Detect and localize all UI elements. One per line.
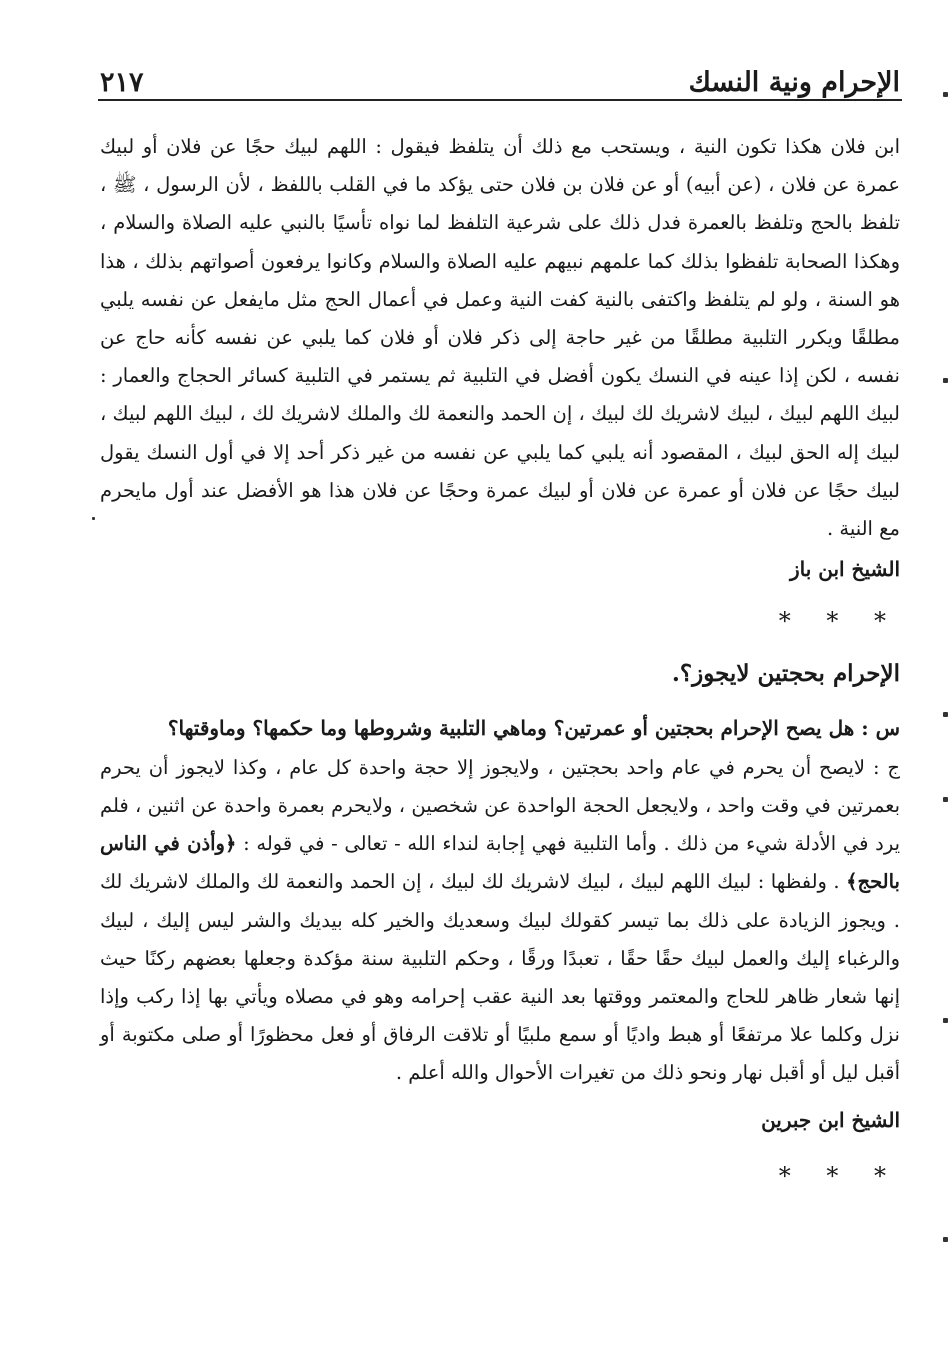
- scan-mark: [943, 1018, 948, 1023]
- quran-verse: ﴿وأذن في الناس بالحج﴾: [100, 832, 900, 894]
- answer-paragraph-ibn-baz: ابن فلان هكذا تكون النية ، ويستحب مع ذلك أن يتلفظ فيقول : اللهم لبيك حجًا عن فلان أو لبيك عمرة عن فلان ، (عن أبيه) أو عن فلان بن فلان حتى يؤكد ما في القلب باللفظ ، لأن الرسول ، ﷺ ، تلفظ بالحج وتلفظ بالعمرة فدل ذلك على شرعية التلفظ لما نواه تأسيًا بالنبي عليه الصلاة والسلام ، وهكذا الصحابة تلفظوا بذلك كما علمهم نبيهم عليه الصلاة والسلام وكانوا يرفعون أصواتهم بذلك ، هذا هو السنة ، ولو لم يتلفظ واكتفى بالنية كفت النية وعمل في أعمال الحج مثل مايفعل عن نفسه يلبي مطلقًا ويكرر التلبية مطلقًا من غير حاجة إلى ذكر فلان أو فلان كما يلبي عن نفسه كأنه حاج عن نفسه ، لكن إذا عينه في النسك يكون أفضل في التلبية ثم يستمر في التلبية كسائر الحجاج والعمار : لبيك اللهم لبيك ، لبيك لاشريك لك لبيك ، إن الحمد والنعمة لك والملك لاشريك لك ، لبيك اللهم لبيك ، لبيك إله الحق لبيك ، المقصود أنه يلبي كما يلبي عن نفسه من غير ذكر أحد إلا في أول النسك يقول لبيك حجًا عن فلان أو عمرة عن فلان أو لبيك عمرة وحجًا عن فلان هذا هو الأفضل عند أول مايحرم مع النية .: [100, 135, 900, 541]
- signature-ibn-jibreen: الشيخ ابن جبرين: [761, 1107, 900, 1132]
- section-separator-end: * * *: [778, 1161, 900, 1190]
- scan-mark: [92, 517, 95, 520]
- page-number: ٢١٧: [100, 67, 144, 98]
- answer-text-part2: . ولفظها : لبيك اللهم لبيك ، لبيك لاشريك لك لبيك ، إن الحمد والنعمة لك والملك لاشريك لك . ويجوز الزيادة على ذلك بما تيسر كقولك لبيك وسعديك والخير كله بيديك والشر ليس إليك ، لبيك والرغباء إليك والعمل لبيك حقًا حقًا ، تعبدًا ورقًا ، وحكم التلبية سنة مؤكدة وجعلها بعضهم ركنًا حيث إنها شعار ظاهر للحاج والمعتمر ووقتها بعد النية عقب إحرامه وهو في مصلاه ويأتي بها إذا ركب وإذا نزل وكلما علا مرتفعًا أو هبط واديًا أو سمع ملبيًا أو تلاقت الرفاق أو فعل محظورًا أو صلى مكتوبة أو أقبل ليل أو أقبل نهار ونحو ذلك من تغيرات الأحوال والله أعلم .: [100, 870, 900, 1085]
- scan-mark: [943, 797, 948, 802]
- running-title: الإحرام ونية النسك: [688, 67, 900, 98]
- answer-paragraph-ibn-jibreen: [100, 749, 900, 1093]
- question-paragraph: س : هل يصح الإحرام بحجتين أو عمرتين؟ وماهي التلبية وشروطها وما حكمها؟ وماوقتها؟: [167, 715, 900, 740]
- signature-ibn-baz: الشيخ ابن باز: [789, 557, 900, 582]
- section-separator: * * *: [778, 607, 900, 636]
- scan-mark: [943, 712, 948, 717]
- page-header: [100, 52, 900, 98]
- section-heading: الإحرام بحجتين لايجوز؟.: [671, 659, 900, 687]
- scan-mark: [943, 378, 948, 383]
- page-body: [100, 128, 900, 1195]
- header-rule: [98, 99, 902, 101]
- scan-mark: [943, 92, 948, 97]
- answer-text-part1: ج : لايصح أن يحرم في عام واحد بحجتين ، ولايجوز إلا حجة واحدة كل عام ، وكذا لايجوز أن يحرم بعمرتين في وقت واحد ، ولايجعل الحجة الواحدة عن شخصين ، ولايحرم بعمرة واحدة عن اثنين ، فلم يرد في الأدلة شيء من ذلك . وأما التلبية فهي إجابة لنداء الله - تعالى - في قوله :: [100, 755, 901, 856]
- scan-mark: [943, 1237, 948, 1242]
